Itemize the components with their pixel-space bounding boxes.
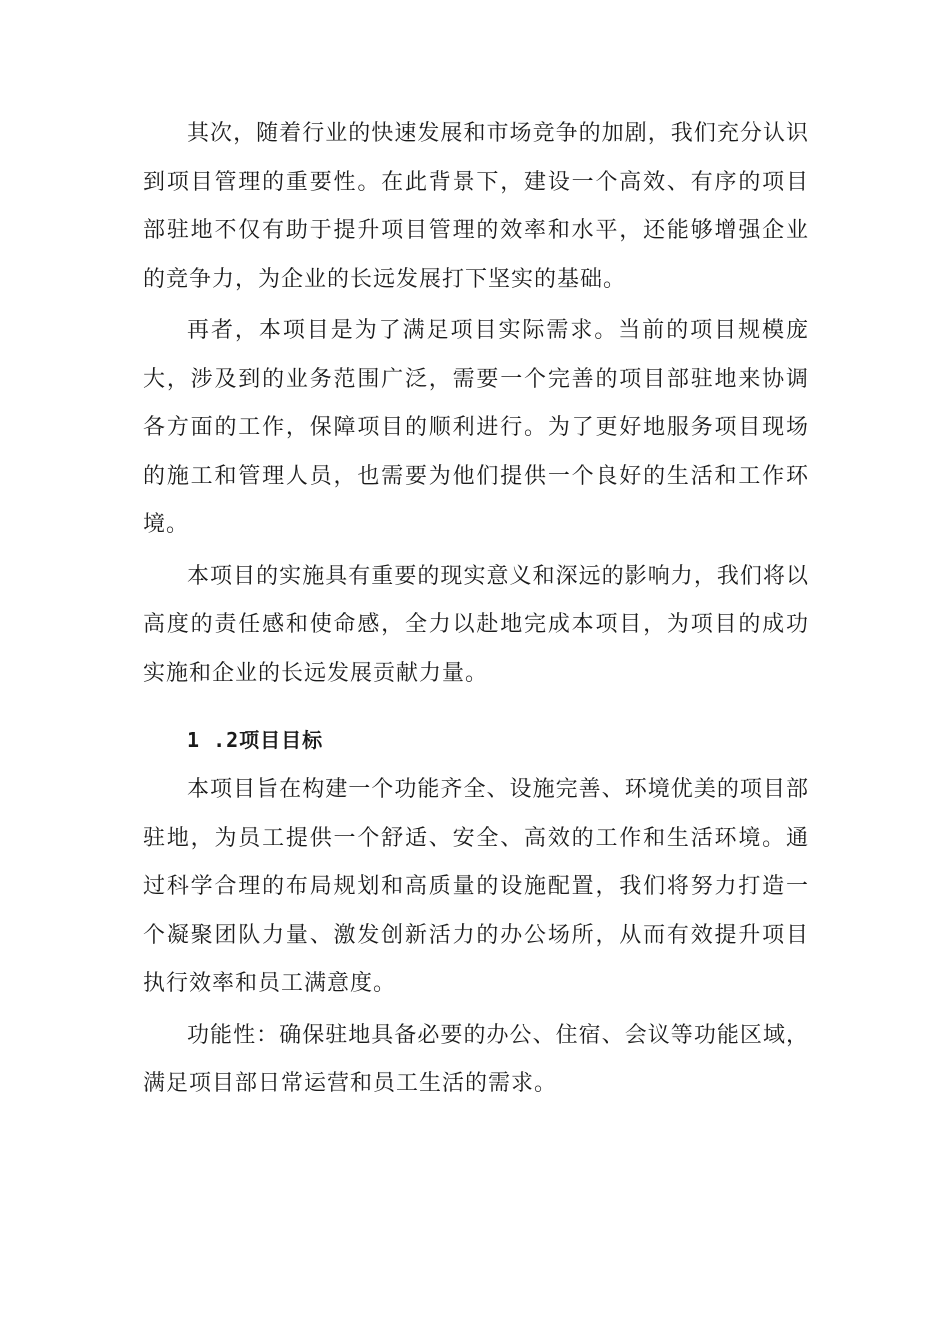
- document-body: [143, 110, 809, 1112]
- paragraph-significance: 本项目的实施具有重要的现实意义和深远的影响力，我们将以高度的责任感和使命感，全力以赴地完成本项目，为项目的成功实施和企业的长远发展贡献力量。: [143, 563, 809, 686]
- paragraph-project-needs: 再者，本项目是为了满足项目实际需求。当前的项目规模庞大，涉及到的业务范围广泛，需要一个完善的项目部驻地来协调各方面的工作，保障项目的顺利进行。为了更好地服务项目现场的施工和管理人员，也需要为他们提供一个良好的生活和工作环境。: [143, 318, 809, 537]
- paragraph-competition: 其次，随着行业的快速发展和市场竞争的加剧，我们充分认识到项目管理的重要性。在此背景下，建设一个高效、有序的项目部驻地不仅有助于提升项目管理的效率和水平，还能够增强企业的竞争力，为企业的长远发展打下坚实的基础。: [143, 121, 809, 292]
- section-heading-project-goals: 1 .2项目目标: [187, 728, 324, 752]
- paragraph-functionality: 功能性：确保驻地具备必要的办公、住宿、会议等功能区域，满足项目部日常运营和员工生活的需求。: [143, 1022, 809, 1096]
- paragraph-project-aim: 本项目旨在构建一个功能齐全、设施完善、环境优美的项目部驻地，为员工提供一个舒适、安全、高效的工作和生活环境。通过科学合理的布局规划和高质量的设施配置，我们将努力打造一个凝聚团队力量、激发创新活力的办公场所，从而有效提升项目执行效率和员工满意度。: [143, 777, 809, 996]
